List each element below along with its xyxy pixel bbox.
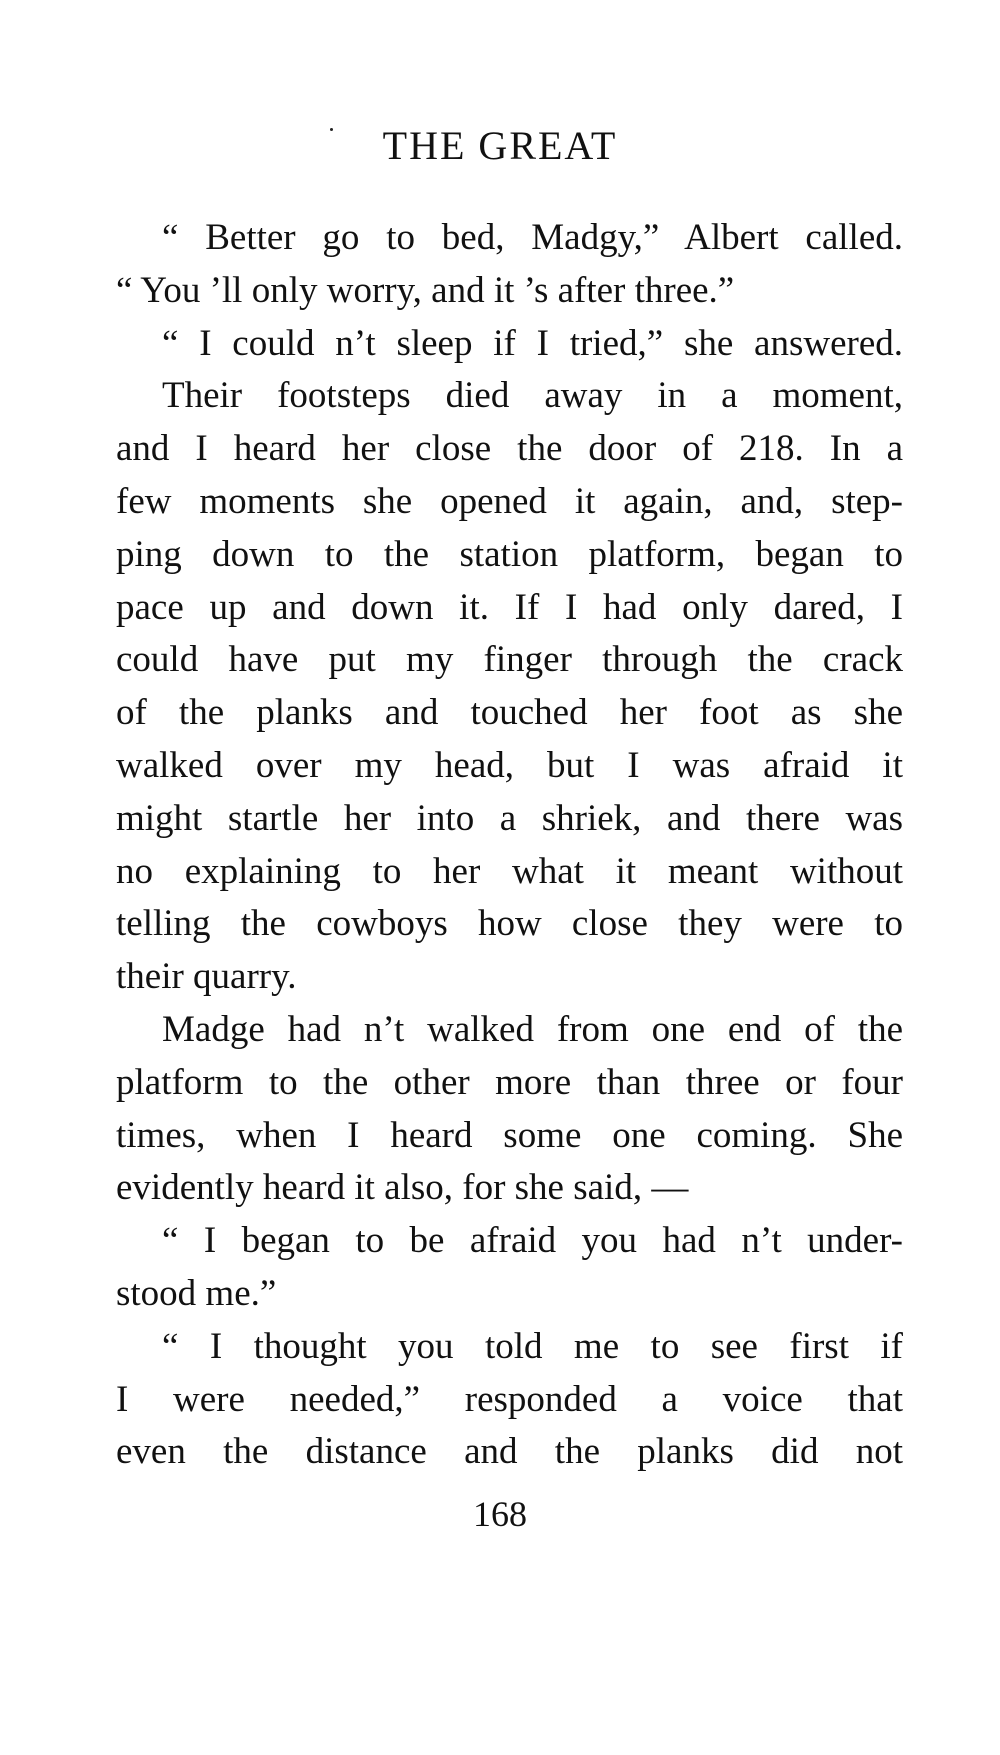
text-line: I were needed,” responded a voice that <box>116 1378 903 1420</box>
text-line: telling the cowboys how close they were to <box>116 903 903 945</box>
text-line: platform to the other more than three or four <box>116 1061 903 1103</box>
text-line: and I heard her close the door of 218. In a <box>116 428 903 470</box>
running-head: THE GREAT <box>382 123 618 168</box>
text-line: “ I could n’t sleep if I tried,” she answered. <box>162 322 903 364</box>
text-line: “ I thought you told me to see first if <box>162 1325 903 1367</box>
text-line: pace up and down it. If I had only dared, I <box>116 586 903 628</box>
page-number: 168 <box>473 1494 527 1534</box>
text-line: Madge had n’t walked from one end of the <box>162 1008 903 1050</box>
text-line: stood me.” <box>116 1272 277 1314</box>
body-text <box>116 212 903 1479</box>
text-line: evidently heard it also, for she said, — <box>116 1167 689 1209</box>
text-line: might startle her into a shriek, and there was <box>116 797 903 839</box>
text-line: ping down to the station platform, began to <box>116 533 903 575</box>
text-line: of the planks and touched her foot as she <box>116 692 903 734</box>
text-line: “ I began to be afraid you had n’t under- <box>162 1220 903 1262</box>
text-line: times, when I heard some one coming. She <box>116 1114 903 1156</box>
text-line: their quarry. <box>116 956 297 998</box>
text-line: few moments she opened it again, and, step- <box>116 480 903 522</box>
text-line: no explaining to her what it meant without <box>116 850 903 892</box>
text-line: “ Better go to bed, Madgy,” Albert called. <box>162 217 903 258</box>
text-line: Their footsteps died away in a moment, <box>162 375 903 417</box>
text-line: could have put my finger through the crack <box>116 639 903 681</box>
text-line: even the distance and the planks did not <box>116 1431 903 1473</box>
text-line: “ You ’ll only worry, and it ’s after three.” <box>116 269 735 311</box>
text-line: walked over my head, but I was afraid it <box>116 744 903 786</box>
